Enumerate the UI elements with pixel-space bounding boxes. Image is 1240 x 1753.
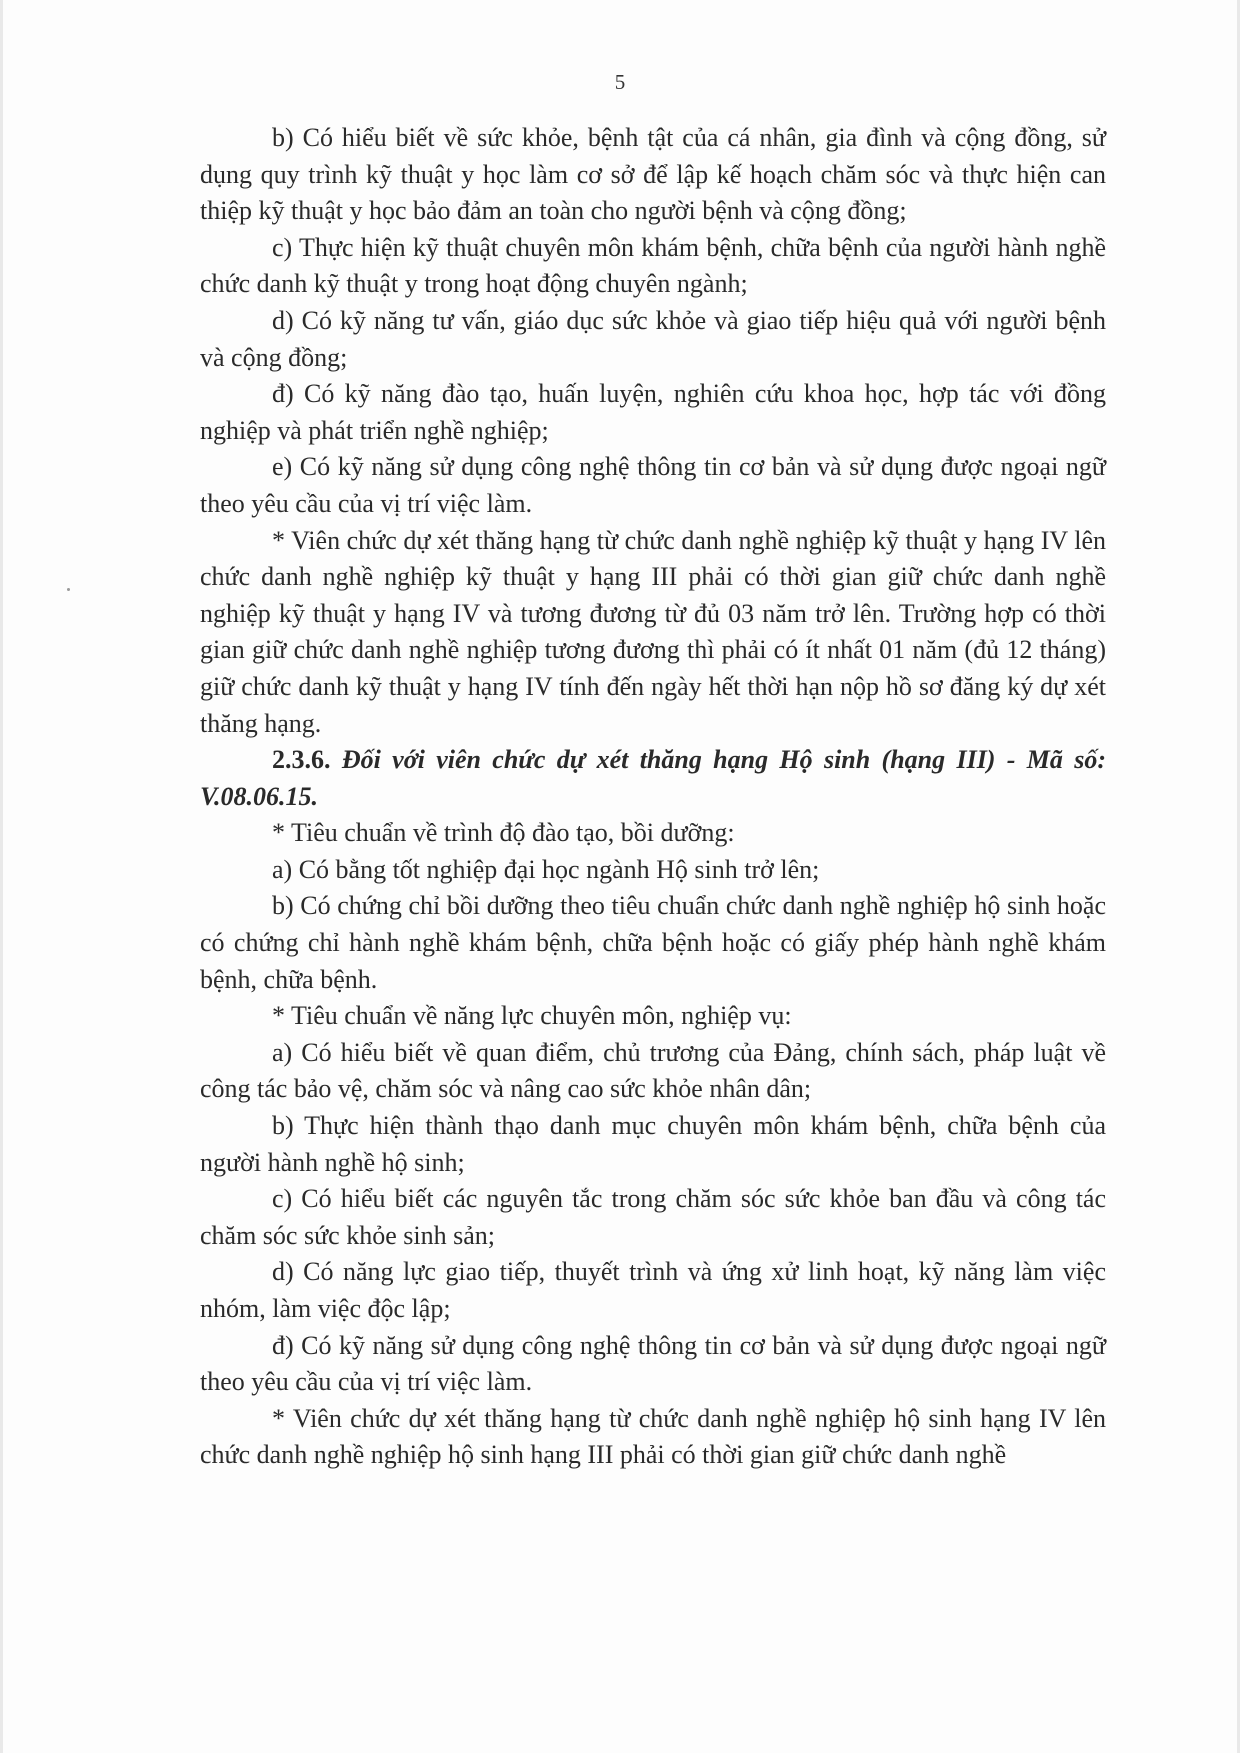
paragraph-a-policy: a) Có hiểu biết về quan điểm, chủ trương của Đảng, chính sách, pháp luật về công tác bảo vệ, chăm sóc và nâng cao sức khỏe nhân dân; [200,1037,1106,1104]
paragraph-c-technique: c) Thực hiện kỹ thuật chuyên môn khám bệnh, chữa bệnh của người hành nghề chức danh kỹ thuật y trong hoạt động chuyên ngành; [200,232,1106,299]
paragraph-b-knowledge: b) Có hiểu biết về sức khỏe, bệnh tật của cá nhân, gia đình và cộng đồng, sử dụng quy trình kỹ thuật y học làm cơ sở để lập kế hoạch chăm sóc và thực hiện can thiệp kỹ thuật y học bảo đảm an toàn cho người bệnh và cộng đồng; [200,123,1106,226]
section-heading [200,742,1106,815]
paragraph-c-primary-care: c) Có hiểu biết các nguyên tắc trong chăm sóc sức khỏe ban đầu và công tác chăm sóc sức khỏe sinh sản; [200,1184,1106,1250]
paragraph-midwife-promotion: * Viên chức dự xét thăng hạng từ chức danh nghề nghiệp hộ sinh hạng IV lên chức danh nghề nghiệp hộ sinh hạng III phải có thời gian giữ chức danh nghề [200,1403,1106,1470]
paragraph-dd-it-skills: đ) Có kỹ năng sử dụng công nghệ thông tin cơ bản và sử dụng được ngoại ngữ theo yêu cầu của vị trí việc làm. [200,1330,1106,1397]
paragraph-d-communication: d) Có năng lực giao tiếp, thuyết trình và ứng xử linh hoạt, kỹ năng làm việc nhóm, làm việc độc lập; [200,1257,1106,1323]
page-number: 5 [614,70,626,94]
section-title: Đối với viên chức dự xét thăng hạng Hộ sinh (hạng III) - Mã số: V.08.06.15. [200,745,1106,811]
paragraph-a-degree: a) Có bằng tốt nghiệp đại học ngành Hộ sinh trở lên; [272,854,820,884]
paragraph-b-practice: b) Thực hiện thành thạo danh mục chuyên môn khám bệnh, chữa bệnh của người hành nghề hộ sinh; [200,1111,1106,1177]
paragraph-e-it-skills: e) Có kỹ năng sử dụng công nghệ thông tin cơ bản và sử dụng được ngoại ngữ theo yêu cầu của vị trí việc làm. [200,452,1106,518]
document-body [200,120,1106,1474]
scan-edge-left [0,0,3,1753]
paragraph-competency-standard: * Tiêu chuẩn về năng lực chuyên môn, nghiệp vụ: [272,1001,792,1031]
paragraph-training-standard: * Tiêu chuẩn về trình độ đào tạo, bồi dưỡng: [272,818,735,848]
section-number: 2.3.6. [272,745,331,775]
paragraph-d-counseling: d) Có kỹ năng tư vấn, giáo dục sức khỏe và giao tiếp hiệu quả với người bệnh và cộng đồng; [200,305,1106,372]
paragraph-b-certificate: b) Có chứng chỉ bồi dưỡng theo tiêu chuẩn chức danh nghề nghiệp hộ sinh hoặc có chứng chỉ hành nghề khám bệnh, chữa bệnh hoặc có giấy phép hành nghề khám bệnh, chữa bệnh. [200,891,1106,994]
scan-speck [67,588,70,591]
paragraph-dd-training: đ) Có kỹ năng đào tạo, huấn luyện, nghiên cứu khoa học, hợp tác với đồng nghiệp và phát triển nghề nghiệp; [200,379,1106,445]
paragraph-promotion-condition: * Viên chức dự xét thăng hạng từ chức danh nghề nghiệp kỹ thuật y hạng IV lên chức danh nghề nghiệp kỹ thuật y hạng III phải có thời gian giữ chức danh nghề nghiệp kỹ thuật y hạng IV và tương đương từ đủ 03 năm trở lên. Trường hợp có thời gian giữ chức danh nghề nghiệp tương đương thì phải có ít nhất 01 năm (đủ 12 tháng) giữ chức danh kỹ thuật y hạng IV tính đến ngày hết thời hạn nộp hồ sơ đăng ký dự xét thăng hạng. [200,525,1106,738]
